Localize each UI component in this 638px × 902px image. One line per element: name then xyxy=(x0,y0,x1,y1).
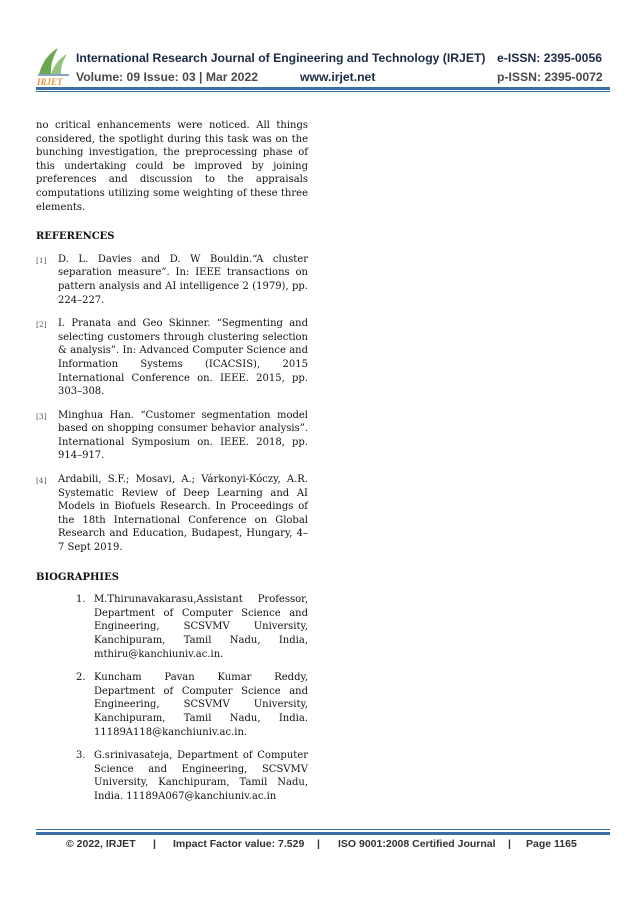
impact-factor: Impact Factor value: 7.529 xyxy=(173,838,305,850)
copyright: © 2022, IRJET xyxy=(66,838,136,850)
irjet-logo-icon xyxy=(36,44,70,88)
footer-separator: | xyxy=(508,838,511,850)
biography-text: Kuncham Pavan Kumar Reddy, Department of Computer Science and Engineering, SCSVMV University, Kanchipuram, Tamil Nadu, India. 11189A118@kanchiuniv.ac.in. xyxy=(94,672,308,738)
biography-number: 1. xyxy=(76,594,86,606)
reference-text: D. L. Davies and D. W Bouldin.“A cluster separation measure”. In: IEEE transactions on pattern analysis and AI intelligence 2 (1979), pp. 224–227. xyxy=(58,253,308,306)
page-number: Page 1165 xyxy=(526,838,577,850)
reference-text: Ardabili, S.F.; Mosavi, A.; Várkonyi-Kóczy, A.R. Systematic Review of Deep Learning and AI Models in Biofuels Research. In Proceedings of the 18th International Conference on Global Research and Education, Budapest, Hungary, 4–7 Sept 2019. xyxy=(58,474,308,554)
footer-separator: | xyxy=(153,838,156,850)
reference-text: I. Pranata and Geo Skinner. “Segmenting and selecting customers through clustering selection & analysis”. In: Advanced Computer Science and Information Systems (ICACSIS), 2015 International Conference on. IEEE. 2015, pp. 303–308. xyxy=(58,318,308,398)
volume-issue: Volume: 09 Issue: 03 | Mar 2022 xyxy=(76,70,259,84)
reference-text: Minghua Han. “Customer segmentation model based on shopping consumer behavior analysis”. International Symposium on. IEEE. 2018, pp. 914–917. xyxy=(58,409,308,462)
reference-item xyxy=(36,317,308,399)
e-issn: e-ISSN: 2395-0056 xyxy=(497,51,603,65)
footer-separator: | xyxy=(317,838,320,850)
biography-item xyxy=(76,749,308,803)
biography-number: 3. xyxy=(76,750,86,762)
header-rule xyxy=(36,87,610,90)
website-link[interactable]: www.irjet.net xyxy=(300,70,376,84)
logo-text: IRJET xyxy=(37,77,63,87)
reference-item xyxy=(36,473,308,555)
reference-item xyxy=(36,409,308,463)
biography-item xyxy=(76,671,308,739)
iso-certification: ISO 9001:2008 Certified Journal xyxy=(338,838,496,850)
reference-number: [1] xyxy=(36,255,47,265)
biography-text: G.srinivasateja, Department of Computer Science and Engineering, SCSVMV University, Kanchipuram, Tamil Nadu, India. 11189A067@kanchiuniv.ac.in xyxy=(94,750,308,802)
header-rule-thin xyxy=(36,91,610,92)
footer-rule-thin xyxy=(36,829,610,830)
p-issn: p-ISSN: 2395-0072 xyxy=(497,70,603,84)
reference-number: [2] xyxy=(36,320,47,330)
reference-item xyxy=(36,253,308,307)
biography-number: 2. xyxy=(76,672,86,684)
reference-number: [4] xyxy=(36,476,47,486)
biography-item xyxy=(76,593,308,661)
journal-title: International Research Journal of Engineering and Technology (IRJET) xyxy=(76,51,486,65)
references-heading: REFERENCES xyxy=(36,231,115,243)
biography-text: M.Thirunavakarasu,Assistant Professor, Department of Computer Science and Engineering, SCSVMV University, Kanchipuram, Tamil Nadu, India, mthiru@kanchiuniv.ac.in. xyxy=(94,594,308,660)
reference-number: [3] xyxy=(36,411,47,421)
biographies-heading: BIOGRAPHIES xyxy=(36,571,119,583)
intro-paragraph: no critical enhancements were noticed. All things considered, the spotlight during this task was on the bunching investigation, the preprocessing phase of this undertaking could be improved by joining preferences and discussion to the appraisals computations utilizing some weighting of these three elements. xyxy=(36,120,308,213)
footer-rule xyxy=(36,832,610,835)
left-column xyxy=(36,119,308,814)
